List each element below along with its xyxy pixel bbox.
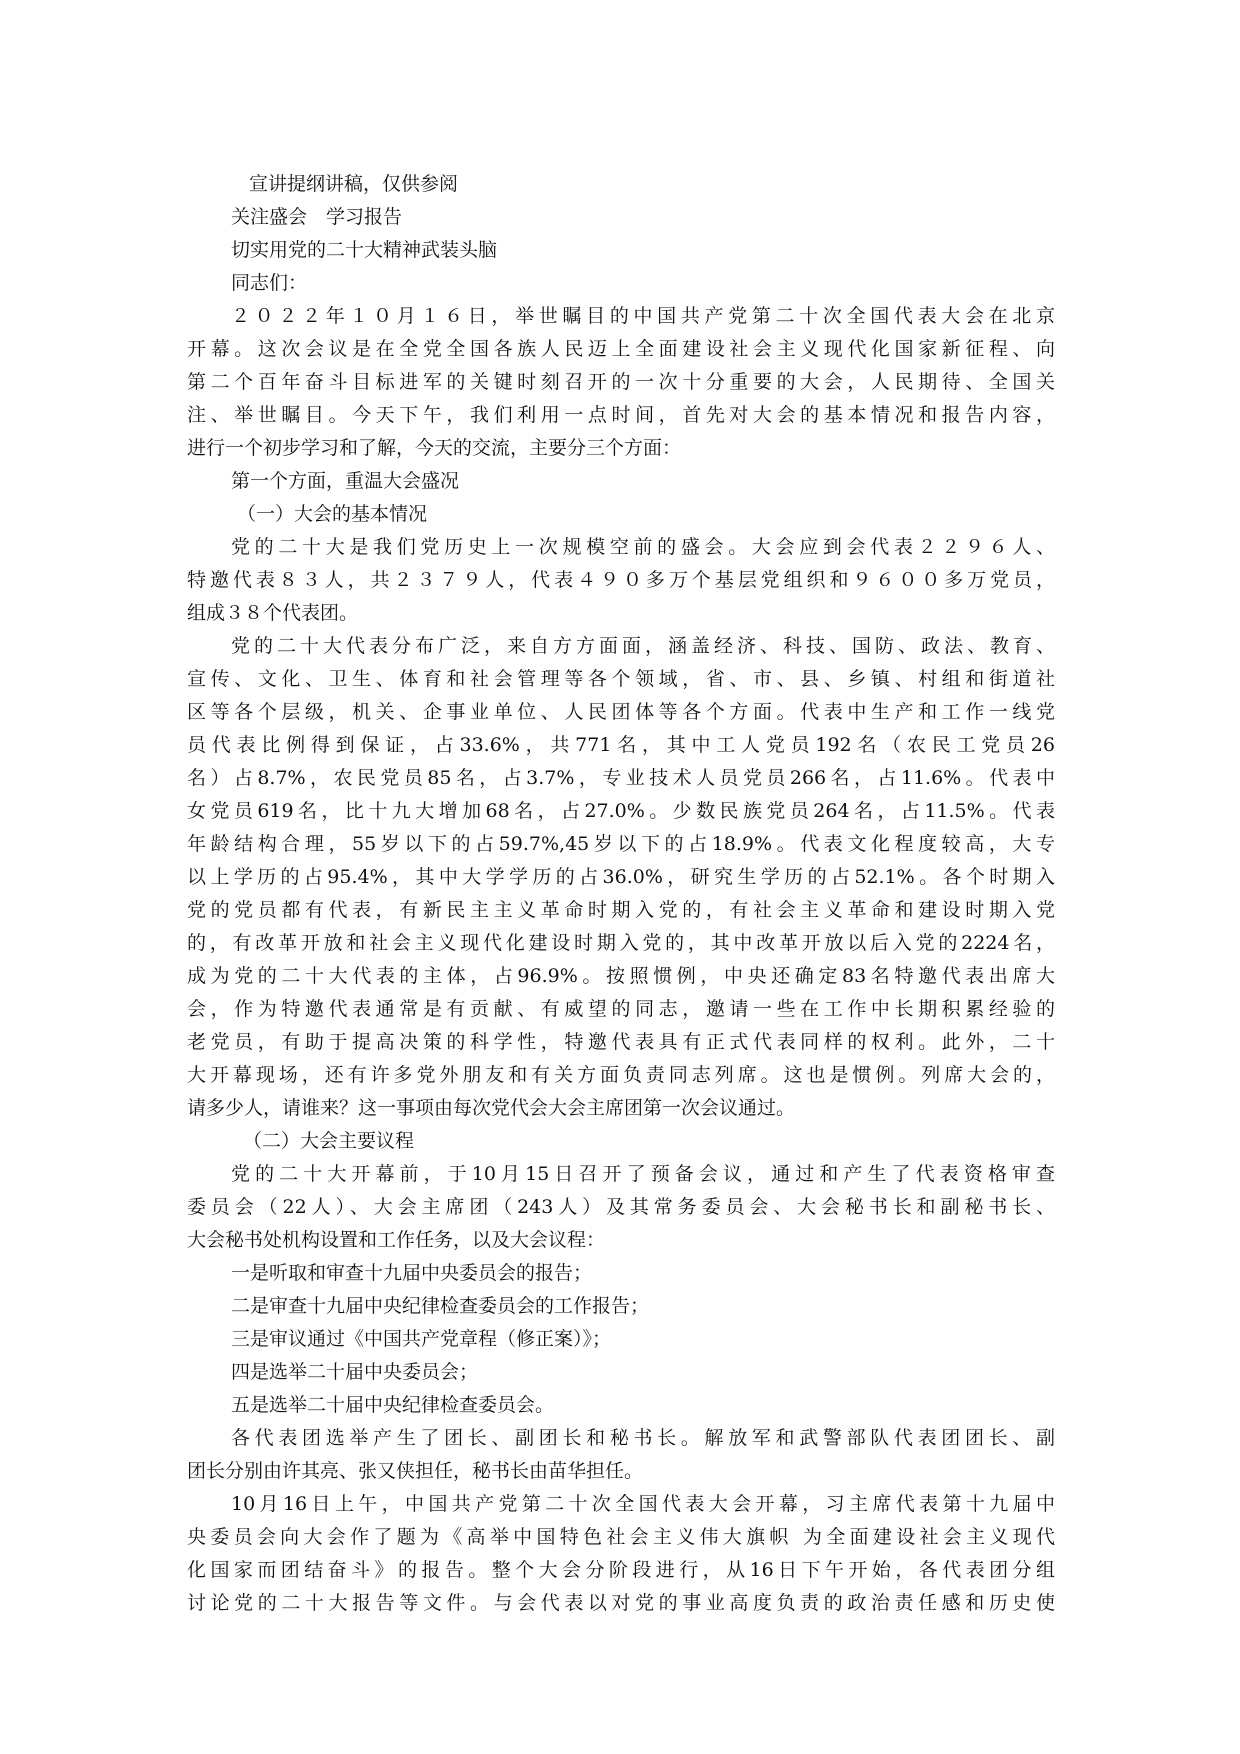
paragraph-line: 组成３８个代表团。 [187, 602, 359, 624]
paragraph-line: 名）占8.7%，农民党员85名，占3.7%，专业技术人员党员266名，占11.6%。代表中 [187, 767, 1055, 789]
doc-subtitle: 关注盛会 学习报告 [231, 206, 403, 228]
doc-title: 切实用党的二十大精神武装头脑 [231, 239, 498, 261]
paragraph-line: 化国家而团结奋斗》的报告。整个大会分阶段进行，从16日下午开始，各代表团分组 [187, 1559, 1055, 1581]
paragraph-line: 成为党的二十大代表的主体，占96.9%。按照惯例，中央还确定83名特邀代表出席大 [187, 965, 1055, 987]
paragraph-line: 进行一个初步学习和了解，今天的交流，主要分三个方面： [187, 437, 682, 459]
paragraph-line: 讨论党的二十大报告等文件。与会代表以对党的事业高度负责的政治责任感和历史使 [187, 1592, 1055, 1614]
paragraph-line: 10月16日上午，中国共产党第二十次全国代表大会开幕，习主席代表第十九届中 [231, 1493, 1055, 1515]
paragraph-line: 以上学历的占95.4%，其中大学学历的占36.0%，研究生学历的占52.1%。各个时期入 [187, 866, 1055, 888]
paragraph-line: 员代表比例得到保证，占33.6%，共771名，其中工人党员192名（农民工党员26 [187, 734, 1055, 756]
paragraph-line: 年龄结构合理，55岁以下的占59.7%,45岁以下的占18.9%。代表文化程度较高，大专 [187, 833, 1055, 855]
paragraph-line: 的，有改革开放和社会主义现代化建设时期入党的，其中改革开放以后入党的2224名， [187, 932, 1055, 954]
salutation: 同志们： [231, 272, 308, 294]
paragraph-line: 委员会（22人）、大会主席团（243人）及其常务委员会、大会秘书长和副秘书长、 [187, 1196, 1055, 1218]
paragraph-line: 区等各个层级，机关、企事业单位、人民团体等各个方面。代表中生产和工作一线党 [187, 701, 1055, 723]
agenda-item: 三是审议通过《中国共产党章程（修正案）》； [231, 1328, 612, 1350]
agenda-item: 二是审查十九届中央纪律检查委员会的工作报告； [231, 1295, 650, 1317]
paragraph-line: 会，作为特邀代表通常是有贡献、有威望的同志，邀请一些在工作中长期积累经验的 [187, 998, 1055, 1020]
paragraph-line: 大会秘书处机构设置和工作任务，以及大会议程： [187, 1229, 606, 1251]
paragraph-line: ２０２２年１０月１６日，举世瞩目的中国共产党第二十次全国代表大会在北京 [231, 305, 1055, 327]
paragraph-line: 女党员619名，比十九大增加68名，占27.0%。少数民族党员264名，占11.5%。代表 [187, 800, 1055, 822]
paragraph-line: 党的二十大是我们党历史上一次规模空前的盛会。大会应到会代表２２９６人、 [231, 536, 1055, 558]
paragraph-line: 党的二十大开幕前，于10月15日召开了预备会议，通过和产生了代表资格审查 [231, 1163, 1055, 1185]
paragraph-line: 大开幕现场，还有许多党外朋友和有关方面负责同志列席。这也是惯例。列席大会的， [187, 1064, 1055, 1086]
section-heading: 第一个方面，重温大会盛况 [231, 470, 460, 492]
subsection-heading: （二）大会主要议程 [243, 1130, 415, 1152]
agenda-item: 四是选举二十届中央委员会； [231, 1361, 479, 1383]
paragraph-line: 央委员会向大会作了题为《高举中国特色社会主义伟大旗帜 为全面建设社会主义现代 [187, 1526, 1055, 1548]
paragraph-line: 特邀代表８３人，共２３７９人，代表４９０多万个基层党组织和９６００多万党员， [187, 569, 1055, 591]
paragraph-line: 党的二十大代表分布广泛，来自方方面面，涵盖经济、科技、国防、政法、教育、 [231, 635, 1055, 657]
paragraph-line: 团长分别由许其亮、张又侠担任，秘书长由苗华担任。 [187, 1460, 644, 1482]
agenda-item: 五是选举二十届中央纪律检查委员会。 [231, 1394, 555, 1416]
document-body [187, 168, 1055, 1620]
paragraph-line: 开幕。这次会议是在全党全国各族人民迈上全面建设社会主义现代化国家新征程、向 [187, 338, 1055, 360]
paragraph-line: 宣传、文化、卫生、体育和社会管理等各个领域，省、市、县、乡镇、村组和街道社 [187, 668, 1055, 690]
paragraph-line: 注、举世瞩目。今天下午，我们利用一点时间，首先对大会的基本情况和报告内容， [187, 404, 1055, 426]
paragraph-line: 请多少人，请谁来？这一事项由每次党代会大会主席团第一次会议通过。 [187, 1097, 796, 1119]
paragraph-line: 各代表团选举产生了团长、副团长和秘书长。解放军和武警部队代表团团长、副 [231, 1427, 1055, 1449]
paragraph-line: 第二个百年奋斗目标进军的关键时刻召开的一次十分重要的大会，人民期待、全国关 [187, 371, 1055, 393]
subsection-heading: （一）大会的基本情况 [237, 503, 428, 525]
agenda-item: 一是听取和审查十九届中央委员会的报告； [231, 1262, 593, 1284]
paragraph-line: 党的党员都有代表，有新民主主义革命时期入党的，有社会主义革命和建设时期入党 [187, 899, 1055, 921]
paragraph-line: 老党员，有助于提高决策的科学性，特邀代表具有正式代表同样的权利。此外，二十 [187, 1031, 1055, 1053]
doc-header-note: 宣讲提纲讲稿，仅供参阅 [249, 173, 459, 195]
